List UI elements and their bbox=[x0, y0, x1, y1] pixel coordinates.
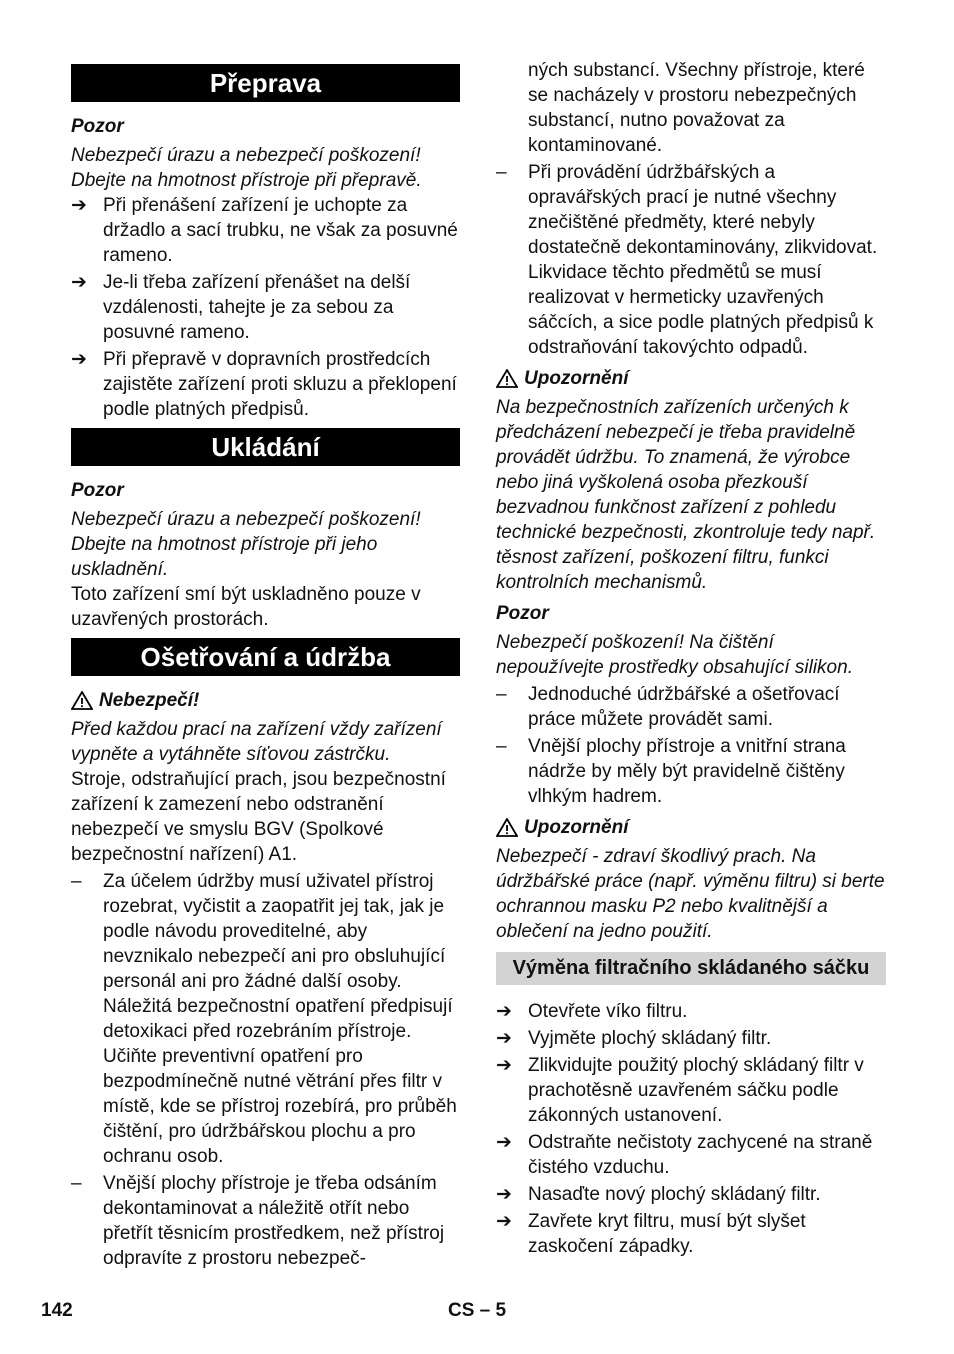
arrow-icon: ➔ bbox=[71, 349, 87, 370]
list-item: – Vnější plochy přístroje je třeba odsáním dekontaminovat a náležitě otřít nebo přetřít těsnicím prostředkem, než přístroj odpravíte z prostoru nebezpeč- bbox=[71, 1173, 445, 1269]
danger-text: Před každou prací na zařízení vždy zařízení vypněte a vytáhněte síťovou zástrčku. bbox=[71, 719, 442, 765]
arrow-icon: ➔ bbox=[496, 1184, 512, 1205]
list-item: ➔ Odstraňte nečistoty zachycené na straně čistého vzduchu. bbox=[496, 1132, 873, 1178]
right-column bbox=[496, 58, 886, 1261]
danger-label: Nebezpečí! bbox=[99, 690, 200, 711]
notice-text: Nebezpečí - zdraví škodlivý prach. Na údržbářské práce (např. výměnu filtru) si berte ochrannou masku P2 nebo kvalitnější a oblečení na jedno použití. bbox=[496, 846, 885, 942]
maintenance-items-cont bbox=[496, 160, 886, 360]
caution-text: Nebezpečí poškození! Na čištění nepoužívejte prostředky obsahující silikon. bbox=[496, 632, 853, 678]
list-item: ➔ Je-li třeba zařízení přenášet na delší vzdálenosti, tahejte je za sebou za posuvné rameno. bbox=[71, 272, 411, 343]
list-item: – Při provádění údržbářských a opravářských prací je nutné všechny znečištěné předměty, které nebyly dostatečně dekontaminovány, zlikvidovat. Likvidace těchto předmětů se musí realizovat v hermeticky uzavřených sáčcích, a sice podle platných předpisů k odstraňování takovýchto odpadů. bbox=[496, 162, 878, 358]
subsection-title-filter-bag: Výměna filtračního skládaného sáčku bbox=[496, 952, 886, 985]
arrow-icon: ➔ bbox=[71, 195, 87, 216]
left-column bbox=[71, 58, 460, 1273]
arrow-icon: ➔ bbox=[496, 1211, 512, 1232]
section-title-maintenance: Ošetřování a údržba bbox=[71, 638, 460, 676]
section-title-storage: Ukládání bbox=[71, 428, 460, 466]
warning-triangle-icon bbox=[71, 691, 93, 710]
transport-steps bbox=[71, 193, 460, 422]
list-item: – Za účelem údržby musí uživatel přístroj rozebrat, vyčistit a zaopatřit jej tak, jak je podle návodu proveditelné, aby nevznikalo nebezpečí ani pro obsluhující personál ani pro žádné další osoby. Náležitá bezpečnostní opatření předpisují detoxikaci před rozebráním přístroje. Učiňte preventivní opatření pro bezpodmínečně nutné větrání přes filtr v místě, kde se přístroj rozebírá, pro průběh čištění, pro údržbářskou plochu a pro ochranu osob. bbox=[71, 871, 457, 1167]
arrow-icon: ➔ bbox=[496, 1001, 512, 1022]
page-number: 142 bbox=[41, 1300, 73, 1321]
notice-label: Upozornění bbox=[524, 368, 629, 389]
caution-label: Pozor bbox=[496, 603, 549, 624]
section-indicator: CS – 5 bbox=[448, 1300, 507, 1321]
section-title-transport: Přeprava bbox=[71, 64, 460, 102]
caution-label: Pozor bbox=[71, 480, 124, 501]
notice-heading bbox=[496, 815, 886, 840]
continued-text: ných substancí. Všechny přístroje, které se nacházely v prostoru nebezpečných substancí, nutno považovat za kontaminované. bbox=[528, 60, 865, 156]
list-item: ➔ Při přepravě v dopravních prostředcích zajistěte zařízení proti skluzu a překlopení podle platných předpisů. bbox=[71, 349, 457, 420]
dash-marker: – bbox=[496, 684, 507, 705]
notice-heading bbox=[496, 366, 886, 391]
notice-label: Upozornění bbox=[524, 817, 629, 838]
warning-triangle-icon bbox=[496, 818, 518, 837]
list-item: ➔ Při přenášení zařízení je uchopte za držadlo a sací trubku, ne však za posuvné rameno. bbox=[71, 195, 458, 266]
warning-triangle-icon bbox=[496, 369, 518, 388]
danger-heading bbox=[71, 688, 460, 713]
body-text: Stroje, odstraňující prach, jsou bezpečnostní zařízení k zamezení nebo odstranění nebezpečí ve smyslu BGV (Spolkové bezpečnostní nařízení) A1. bbox=[71, 769, 446, 865]
maintenance-items bbox=[71, 869, 460, 1271]
filter-steps bbox=[496, 999, 886, 1259]
body-text: Toto zařízení smí být uskladněno pouze v uzavřených prostorách. bbox=[71, 584, 421, 630]
notice-text: Na bezpečnostních zařízeních určených k předcházení nebezpečí je třeba pravidelně provádět údržbu. To znamená, že výrobce nebo jiná vyškolená osoba přezkouší bezvadnou funkčnost zařízení z pohledu technické bezpečnosti, zkontroluje tedy např. těsnost zařízení, poškození filtru, funkci kontrolních mechanismů. bbox=[496, 397, 876, 593]
dash-marker: – bbox=[71, 1173, 82, 1194]
caution-label: Pozor bbox=[71, 116, 124, 137]
arrow-icon: ➔ bbox=[496, 1055, 512, 1076]
dash-marker: – bbox=[71, 871, 82, 892]
list-item: ➔ Nasaďte nový plochý skládaný filtr. bbox=[496, 1184, 821, 1205]
dash-marker: – bbox=[496, 736, 507, 757]
list-item: ➔ Otevřete víko filtru. bbox=[496, 1001, 688, 1022]
arrow-icon: ➔ bbox=[496, 1028, 512, 1049]
list-item: ➔ Zlikvidujte použitý plochý skládaný filtr v prachotěsně uzavřeném sáčku podle zákonných ustanovení. bbox=[496, 1055, 864, 1126]
list-item: ➔ Vyjměte plochý skládaný filtr. bbox=[496, 1028, 772, 1049]
dash-marker: – bbox=[496, 162, 507, 183]
list-item: – Vnější plochy přístroje a vnitřní strana nádrže by měly být pravidelně čištěny vlhkým hadrem. bbox=[496, 736, 846, 807]
caution-text: Nebezpečí úrazu a nebezpečí poškození! Dbejte na hmotnost přístroje při jeho uskladnění. bbox=[71, 509, 421, 580]
caution-text: Nebezpečí úrazu a nebezpečí poškození! Dbejte na hmotnost přístroje při přepravě. bbox=[71, 145, 422, 191]
list-item: ➔ Zavřete kryt filtru, musí být slyšet zaskočení západky. bbox=[496, 1211, 806, 1257]
list-item: – Jednoduché údržbářské a ošetřovací práce můžete provádět sami. bbox=[496, 684, 840, 730]
arrow-icon: ➔ bbox=[496, 1132, 512, 1153]
arrow-icon: ➔ bbox=[71, 272, 87, 293]
cleaning-items bbox=[496, 682, 886, 809]
